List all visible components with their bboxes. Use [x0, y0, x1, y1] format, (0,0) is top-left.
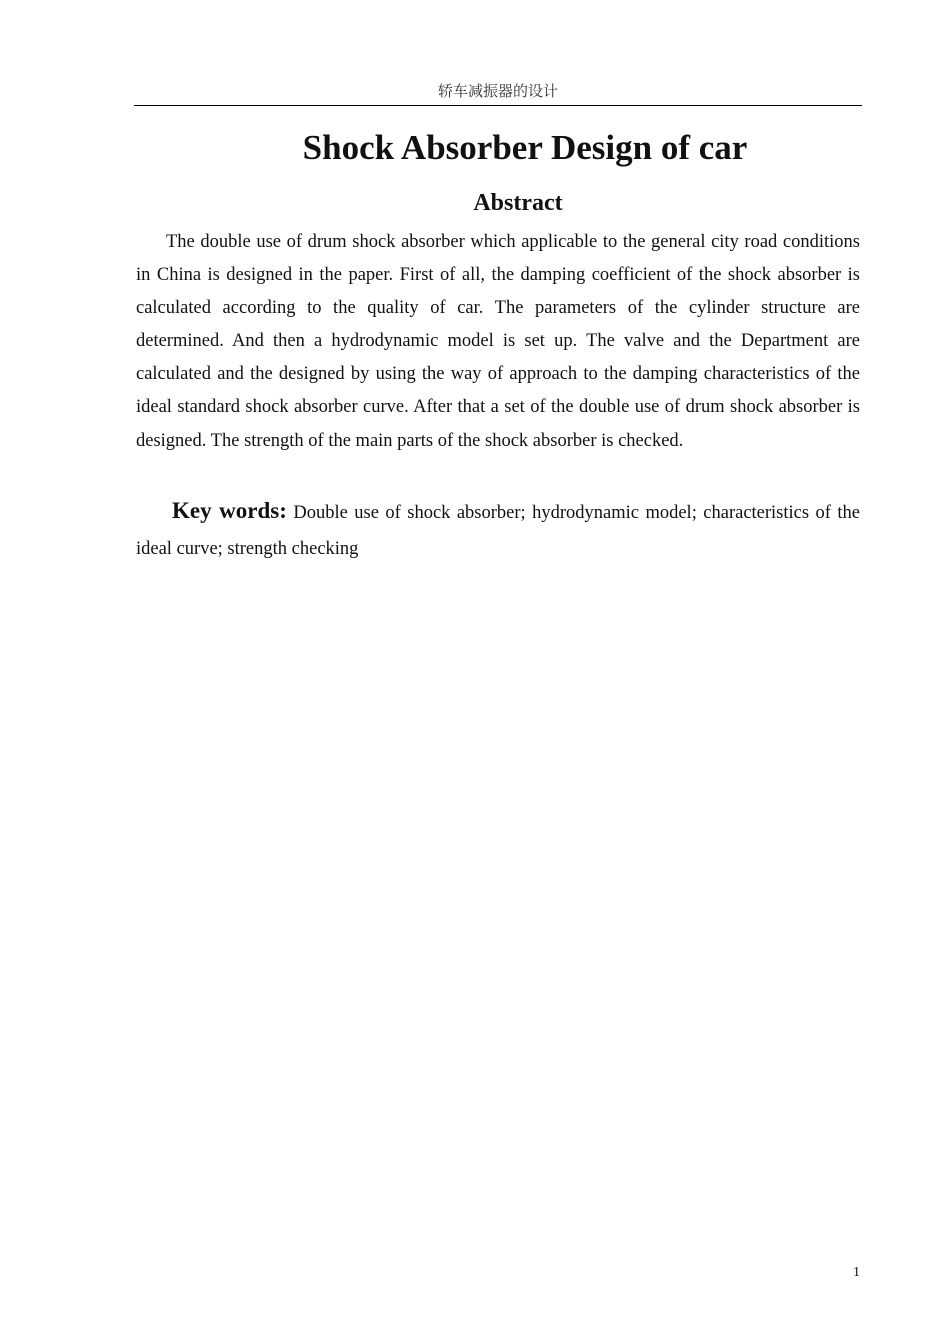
keywords-paragraph	[136, 493, 860, 567]
abstract-paragraph: The double use of drum shock absorber which applicable to the general city road conditions in China is designed in the paper. First of all, the damping coefficient of the shock absorber is calculated according to the quality of car. The parameters of the cylinder structure are determined. And then a hydrodynamic model is set up. The valve and the Department are calculated and the designed by using the way of approach to the damping characteristics of the ideal standard shock absorber curve. After that a set of the double use of drum shock absorber is designed. The strength of the main parts of the shock absorber is checked.	[136, 232, 860, 451]
page-header	[134, 80, 862, 106]
keywords-text: Double use of shock absorber; hydrodynamic model; characteristics of the ideal curve; strength checking	[136, 503, 860, 559]
running-title: 轿车减振器的设计	[437, 82, 558, 100]
page-number: 1	[853, 1265, 860, 1280]
document-title: Shock Absorber Design of car	[302, 128, 748, 167]
keywords-label: Key words:	[172, 498, 287, 523]
abstract-heading: Abstract	[473, 190, 563, 216]
